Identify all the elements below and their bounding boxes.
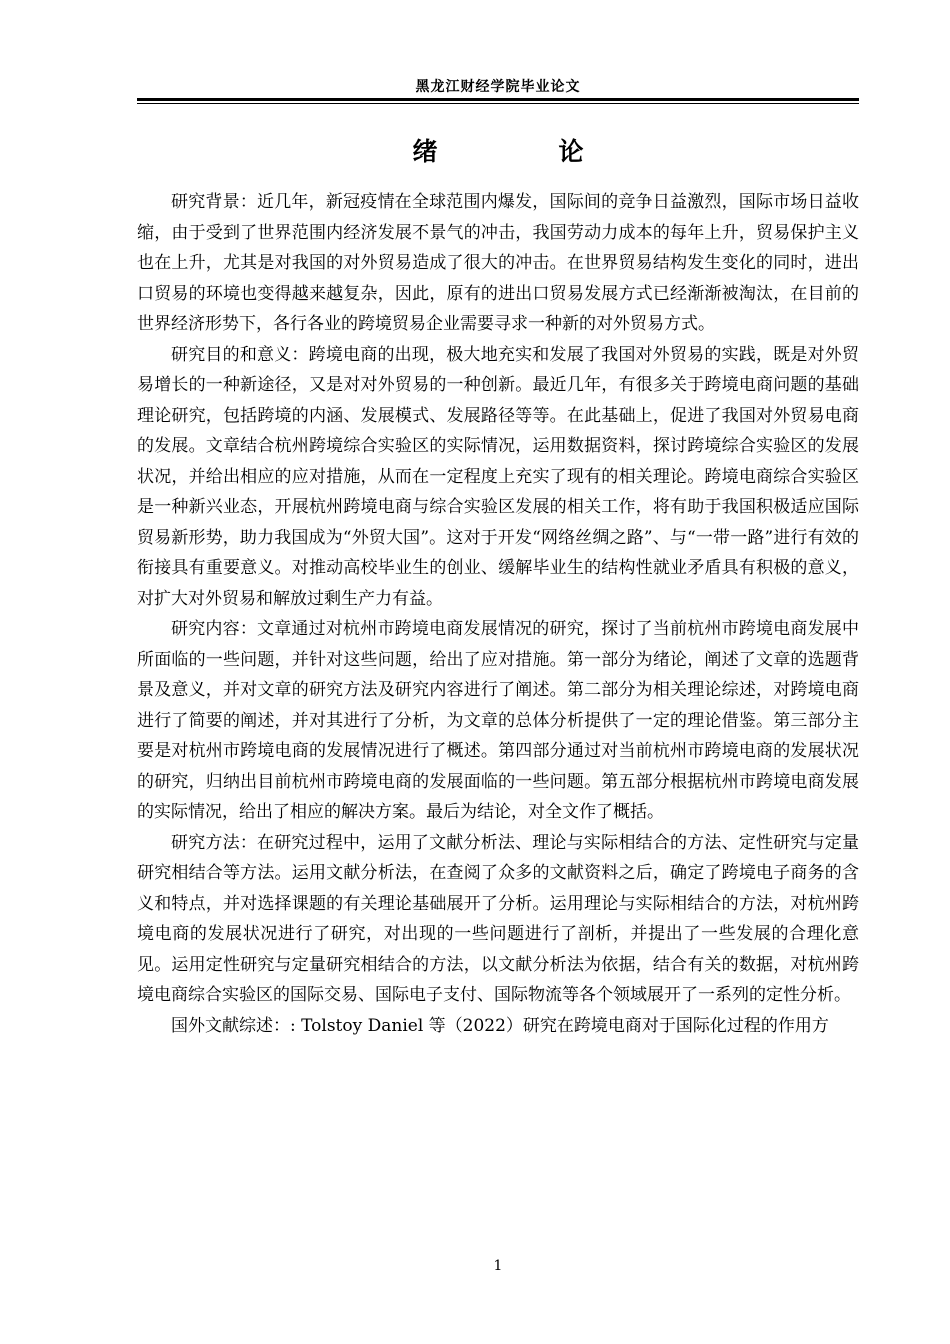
paragraph-methods: 研究方法：在研究过程中，运用了文献分析法、理论与实际相结合的方法、定性研究与定量研究相结合等方法。运用文献分析法，在查阅了众多的文献资料之后，确定了跨境电子商务的含义和特点，并对选择课题的有关理论基础展开了分析。运用理论与实际相结合的方法，对杭州跨境电商的发展状况进行了研究，对出现的一些问题进行了剖析，并提出了一些发展的合理化意见。运用定性研究与定量研究相结合的方法，以文献分析法为依据，结合有关的数据，对杭州跨境电商综合实验区的国际交易、国际电子支付、国际物流等各个领域展开了一系列的定性分析。 bbox=[137, 832, 859, 1005]
paragraph-content: 研究内容：文章通过对杭州市跨境电商发展情况的研究，探讨了当前杭州市跨境电商发展中所面临的一些问题，并针对这些问题，给出了应对措施。第一部分为绪论，阐述了文章的选题背景及意义，并对文章的研究方法及研究内容进行了阐述。第二部分为相关理论综述，对跨境电商进行了简要的阐述，并对其进行了分析，为文章的总体分析提供了一定的理论借鉴。第三部分主要是对杭州市跨境电商的发展情况进行了概述。第四部分通过对当前杭州市跨境电商的发展状况的研究，归纳出目前杭州市跨境电商的发展面临的一些问题。第五部分根据杭州市跨境电商发展的实际情况，给出了相应的解决方案。最后为结论，对全文作了概括。 bbox=[137, 619, 859, 822]
paragraph-literature-review: 国外文献综述：: Tolstoy Daniel 等（2022）研究在跨境电商对于国际化过程的作用方 bbox=[171, 1015, 829, 1036]
running-header: 黑龙江财经学院毕业论文 bbox=[415, 79, 581, 95]
paragraph-purpose: 研究目的和意义：跨境电商的出现，极大地充实和发展了我国对外贸易的实践，既是对外贸易增长的一种新途径，又是对对外贸易的一种创新。最近几年，有很多关于跨境电商问题的基础理论研究，包括跨境的内涵、发展模式、发展路径等等。在此基础上，促进了我国对外贸易电商的发展。文章结合杭州跨境综合实验区的实际情况，运用数据资料，探讨跨境综合实验区的发展状况，并给出相应的应对措施，从而在一定程度上充实了现有的相关理论。跨境电商综合实验区是一种新兴业态，开展杭州跨境电商与综合实验区发展的相关工作，将有助于我国积极适应国际贸易新形势，助力我国成为“外贸大国”。这对于开发“网络丝绸之路”、与“一带一路”进行有效的衔接具有重要意义。对推动高校毕业生的创业、缓解毕业生的结构性就业矛盾具有积极的意义，对扩大对外贸易和解放过剩生产力有益。 bbox=[137, 344, 859, 609]
paragraph-background: 研究背景：近几年，新冠疫情在全球范围内爆发，国际间的竞争日益激烈，国际市场日益收缩，由于受到了世界范围内经济发展不景气的冲击，我国劳动力成本的每年上升，贸易保护主义也在上升，尤其是对我国的对外贸易造成了很大的冲击。在世界贸易结构发生变化的同时，进出口贸易的环境也变得越来越复杂，因此，原有的进出口贸易发展方式已经渐渐被淘汰，在目前的世界经济形势下，各行各业的跨境贸易企业需要寻求一种新的对外贸易方式。 bbox=[137, 192, 859, 334]
section-title: 绪 论 bbox=[412, 137, 632, 166]
header-rule-thick bbox=[137, 98, 859, 101]
body-text bbox=[137, 187, 859, 1041]
header-rule-thin bbox=[137, 103, 859, 104]
page-number: 1 bbox=[493, 1258, 503, 1274]
